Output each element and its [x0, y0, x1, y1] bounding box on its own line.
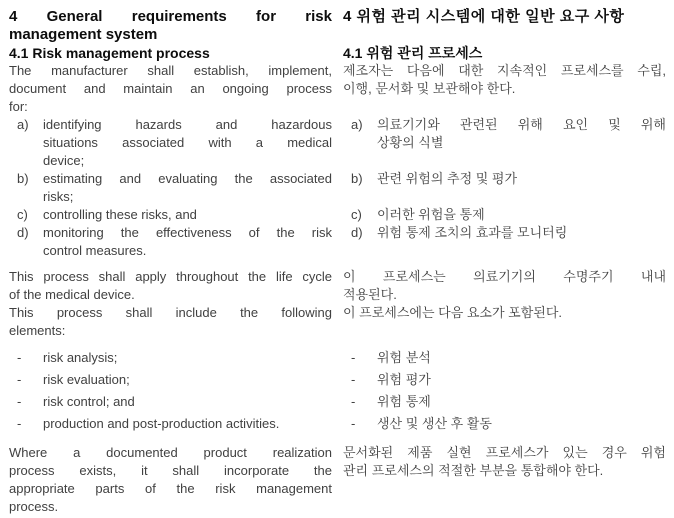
- paragraph-line: appropriate parts of the risk management: [9, 481, 332, 496]
- list-item-text: controlling these risks, and: [43, 207, 197, 222]
- paragraph-line: 적용된다.: [343, 287, 397, 302]
- list-marker: a): [17, 117, 29, 132]
- lifecycle-paragraph-ko: [343, 268, 666, 304]
- list-item: [343, 170, 666, 188]
- list-item-text: 위험 평가: [377, 372, 431, 387]
- list-item: [9, 206, 332, 224]
- section-heading-en: [9, 8, 332, 44]
- list-marker: -: [351, 394, 356, 409]
- list-item: [9, 393, 332, 411]
- list-item-text: monitoring the effectiveness of the risk control measures.: [43, 225, 332, 258]
- lettered-list-ko: [343, 116, 666, 242]
- list-item-text: risk evaluation;: [43, 372, 130, 387]
- list-item-text: 관련 위험의 추정 및 평가: [377, 171, 518, 186]
- heading-line: management system: [9, 26, 158, 43]
- list-marker: c): [17, 207, 28, 222]
- paragraph-line: 문서화된 제품 실현 프로세스가 있는 경우 위험: [343, 445, 666, 460]
- paragraph-line: This process shall apply throughout the life cycle: [9, 269, 332, 284]
- list-marker: -: [17, 372, 22, 387]
- dash-list-en: [9, 349, 332, 433]
- list-marker: a): [351, 117, 363, 132]
- paragraph-line: This process shall include the following: [9, 305, 332, 320]
- paragraph-line: process.: [9, 499, 59, 514]
- list-item: [9, 116, 332, 170]
- elements-paragraph-en: [9, 304, 332, 340]
- list-item: [343, 371, 666, 389]
- list-marker: -: [351, 350, 356, 365]
- list-item-text: 의료기기와 관련된 위해 요인 및 위해 상황의 식별: [377, 117, 666, 150]
- paragraph-line: process exists, it shall incorporate the: [9, 463, 332, 478]
- paragraph-line: The manufacturer shall establish, implement,: [9, 63, 332, 78]
- list-item-text: production and post-production activities.: [43, 416, 280, 431]
- section-row-requirements: [9, 8, 666, 260]
- list-item: [343, 393, 666, 411]
- paragraph-line: 관리 프로세스의 적절한 부분을 통합해야 한다.: [343, 463, 604, 478]
- list-item: [9, 371, 332, 389]
- list-marker: b): [17, 171, 29, 186]
- list-item-text: risk control; and: [43, 394, 135, 409]
- list-marker: -: [17, 416, 22, 431]
- spacer: [343, 322, 666, 349]
- paragraph-line: 이 프로세스에는 다음 요소가 포함된다.: [343, 305, 562, 320]
- list-item-text: estimating and evaluating the associated risks;: [43, 171, 332, 204]
- list-item: [343, 224, 666, 242]
- heading-line: 4 위험 관리 시스템에 대한 일반 요구 사항: [343, 8, 625, 25]
- list-marker: -: [351, 372, 356, 387]
- list-item: [343, 349, 666, 367]
- paragraph-line: 제조자는 다음에 대한 지속적인 프로세스를 수립,: [343, 63, 666, 78]
- column-korean: [343, 8, 666, 242]
- list-item-text: 위험 통제 조치의 효과를 모니터링: [377, 225, 568, 240]
- list-item-text: 위험 통제: [377, 394, 431, 409]
- list-item: [9, 224, 332, 260]
- column-english: [9, 444, 332, 516]
- subsection-heading-ko: 4.1 위험 관리 프로세스: [343, 45, 483, 61]
- intro-paragraph-ko: [343, 62, 666, 98]
- column-korean: [343, 268, 666, 433]
- spacer: [343, 26, 666, 44]
- list-item: [9, 415, 332, 433]
- paragraph-line: elements:: [9, 323, 66, 338]
- section-row-product-realization: [9, 444, 666, 516]
- intro-paragraph-en: [9, 62, 332, 116]
- list-item-text: risk analysis;: [43, 350, 118, 365]
- list-marker: -: [17, 350, 22, 365]
- list-marker: c): [351, 207, 362, 222]
- list-marker: -: [351, 416, 356, 431]
- lifecycle-paragraph-en: [9, 268, 332, 304]
- spacer: [9, 340, 332, 349]
- lettered-list-en: [9, 116, 332, 260]
- paragraph-line: 이 프로세스는 의료기기의 수명주기 내내: [343, 269, 666, 284]
- elements-paragraph-ko: [343, 304, 666, 322]
- closing-paragraph-en: [9, 444, 332, 516]
- list-item: [9, 170, 332, 206]
- column-english: [9, 8, 332, 260]
- list-marker: d): [351, 225, 363, 240]
- list-item-text: 이러한 위험을 통제: [377, 207, 485, 222]
- column-korean: [343, 444, 666, 480]
- heading-line: 4 General requirements for risk: [9, 8, 332, 25]
- paragraph-line: document and maintain an ongoing process: [9, 81, 332, 96]
- section-row-process-elements: [9, 268, 666, 433]
- list-item-text: 생산 및 생산 후 활동: [377, 416, 492, 431]
- list-item: [343, 206, 666, 224]
- dash-list-ko: [343, 349, 666, 433]
- list-item: [9, 349, 332, 367]
- subsection-heading-en: 4.1 Risk management process: [9, 45, 210, 61]
- list-marker: -: [17, 394, 22, 409]
- list-marker: d): [17, 225, 29, 240]
- closing-paragraph-ko: [343, 444, 666, 480]
- list-item: [343, 415, 666, 433]
- list-item: [343, 116, 666, 152]
- list-item-text: 위험 분석: [377, 350, 431, 365]
- paragraph-line: of the medical device.: [9, 287, 135, 302]
- section-heading-ko: [343, 8, 666, 26]
- paragraph-line: 이행, 문서화 및 보관해야 한다.: [343, 81, 516, 96]
- paragraph-line: Where a documented product realization: [9, 445, 332, 460]
- list-item-text: identifying hazards and hazardous situations associated with a medical device;: [43, 117, 332, 168]
- column-english: [9, 268, 332, 433]
- paragraph-line: for:: [9, 99, 28, 114]
- list-marker: b): [351, 171, 363, 186]
